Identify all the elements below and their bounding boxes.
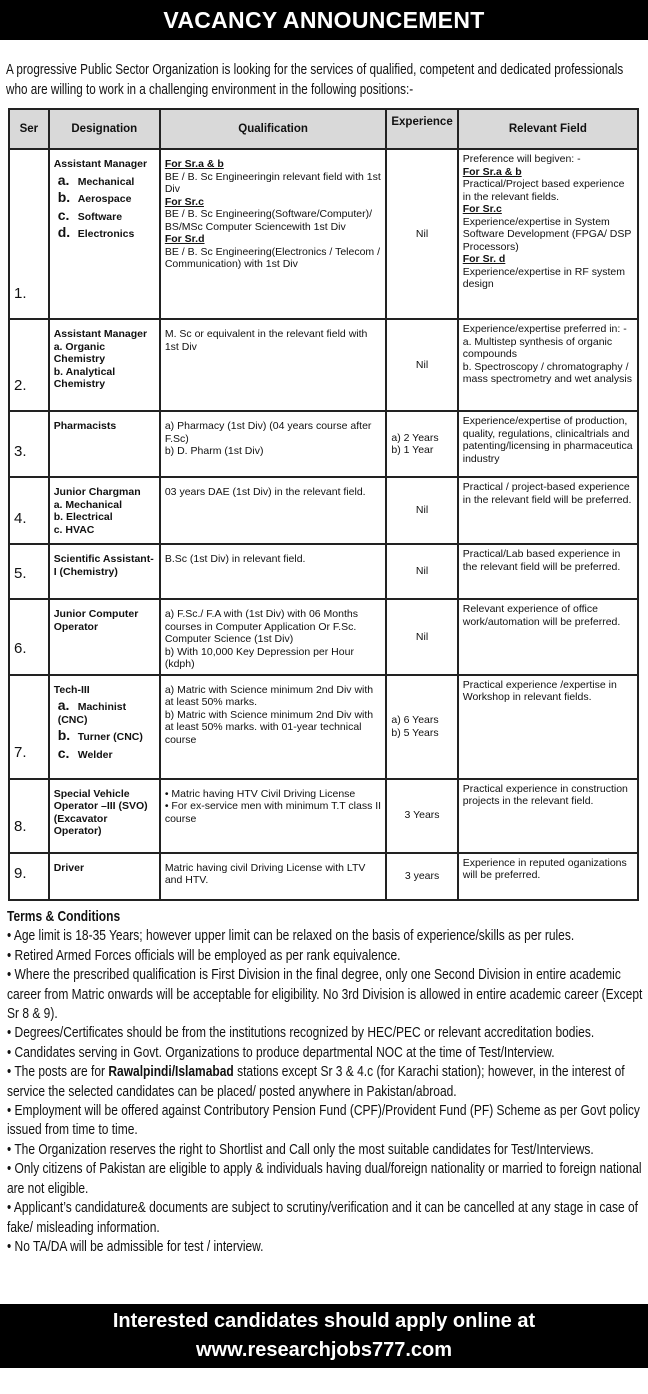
header-qualification: Qualification [160,109,387,149]
ser-number: 3. [14,442,27,460]
qualification-cell [160,319,387,411]
ser-cell [9,544,49,599]
field-heading: For Sr. d [462,253,506,265]
ser-cell [9,319,49,411]
field-group [463,166,633,204]
qualification-cell [160,853,387,900]
term-item: • Candidates serving in Govt. Organizations to produce departmental NOC at the time of Test/Interview. [7,1043,555,1061]
qualification-text: 03 years DAE (1st Div) in the relevant field. [164,486,366,498]
term-item: • Age limit is 18-35 Years; however upper limit can be relaxed on the basis of experience/skills as per rules. [7,927,575,945]
intro-text: A progressive Public Sector Organization is looking for the services of qualified, competent and dedicated professionals who are willing to work in a challenging environment in the following positions:- [6,61,624,98]
designation-sub [54,171,155,189]
table-row [9,779,638,853]
sub-label: Mechanical [77,175,135,188]
qualification-cell [160,675,387,779]
field-line: b. Spectroscopy / chromatography / mass spectrometry and wet analysis [462,360,632,385]
field-text: Practical / project-based experience in the relevant field will be preferred. [462,481,632,506]
experience-cell [386,599,457,675]
page-title: VACANCY ANNOUNCEMENT [0,0,648,40]
experience-text: Nil [415,565,429,578]
qualification-line: • For ex-service men with minimum T.T class II course [164,800,382,825]
experience-text: Nil [415,227,429,240]
vacancy-table [8,108,639,901]
ser-cell [9,149,49,319]
qualification-line: b) D. Pharm (1st Div) [164,445,264,457]
field-line: a. Multistep synthesis of organic compounds [462,335,613,360]
table-row [9,411,638,477]
ser-number: 2. [14,376,27,394]
header-field: Relevant Field [458,109,638,149]
ser-cell [9,599,49,675]
qualification-cell [160,149,387,319]
qualification-cell [160,544,387,599]
qualification-group [165,158,382,196]
qualification-text: B.Sc (1st Div) in relevant field. [164,553,306,565]
stations-bold: Rawalpindi/Islamabad [108,1063,234,1081]
field-group [463,253,633,291]
term-item: • Degrees/Certificates should be from the institutions recognized by HEC/PEC or relevant accreditation bodies. [7,1024,595,1042]
field-cell [458,599,638,675]
experience-line: a) 6 Years [391,714,439,726]
designation-cell [49,544,160,599]
sub-letter: c. [57,206,70,223]
terms-heading: Terms & Conditions [7,908,121,925]
experience-line: b) 5 Years [391,726,439,739]
field-cell [458,779,638,853]
qualification-cell [160,477,387,544]
experience-text: Nil [415,630,429,643]
designation-sub [54,206,155,224]
ser-number: 7. [14,744,27,761]
term-item: • No TA/DA will be admissible for test / interview. [7,1237,264,1255]
designation-cell [49,149,160,319]
designation-sub: b. Electrical [53,511,113,523]
sub-label: Welder [77,748,113,761]
sub-letter: b. [57,189,71,205]
qualification-text: BE / B. Sc Engineeringin relevant field with 1st Div [164,170,381,195]
designation-cell [49,411,160,477]
experience-cell [386,779,457,853]
sub-letter: a. [57,171,70,188]
term-item: • Where the prescribed qualification is First Division in the final degree, only one Second Division in entire academic career from Matric onwards will be acceptable for eligibility. No 3rd Division is allowed in entire academic career (Except Sr 8 & 9). [7,966,643,1023]
qualification-text: M. Sc or equivalent in the relevant field with 1st Div [164,328,368,353]
ser-cell [9,853,49,900]
field-text: Practical experience /expertise in Workshop in relevant fields. [462,678,617,703]
qualification-text: BE / B. Sc Engineering(Electronics / Telecom / Communication) with 1st Div [164,245,380,270]
designation-title: Junior Computer Operator [53,608,139,633]
field-cell [458,149,638,319]
experience-line: a) 2 Years [391,431,439,444]
field-text: Experience/expertise in System Software Development (FPGA/ DSP Processors) [462,215,632,253]
sub-letter: c. [57,744,70,761]
field-text: Practical/Project based experience in the relevant fields. [462,178,625,203]
table-row [9,149,638,319]
designation-sub [54,226,155,241]
experience-text: 3 Years [404,809,440,822]
sub-label: Electronics [77,228,135,240]
designation-title: Junior Chargman [53,486,141,498]
ser-number: 1. [14,284,27,302]
field-cell [458,544,638,599]
qualification-cell [160,779,387,853]
qualification-line: • Matric having HTV Civil Driving License [164,787,356,800]
field-cell [458,319,638,411]
qualification-text: BE / B. Sc Engineering(Software/Computer)/ BS/MSc Computer Sciencewith 1st Div [164,208,373,233]
ser-number: 9. [14,865,27,882]
ser-cell [9,477,49,544]
designation-cell [49,319,160,411]
designation-cell [49,477,160,544]
qualification-cell [160,411,387,477]
sub-letter: d. [57,224,71,240]
field-cell [458,477,638,544]
designation-cell [49,675,160,779]
experience-text: Nil [415,504,429,517]
table-row [9,477,638,544]
designation-sub: a. Organic Chemistry [53,340,106,365]
term-text: • The posts are for [7,1063,109,1081]
designation-sub [54,729,155,744]
qualification-line: a) F.Sc./ F.A with (1st Div) with 06 Months courses in Computer Application Or F.Sc. Computer Science (1st Div) [164,608,358,645]
sub-label: Aerospace [77,193,132,205]
designation-sub [54,744,155,762]
designation-sub: a. Mechanical [53,498,122,511]
field-group [463,203,633,253]
terms-section [7,907,643,1256]
designation-cell [49,599,160,675]
experience-text: Nil [415,358,429,371]
field-text: Experience in reputed oganizations will be preferred. [462,856,627,881]
field-text: Experience/expertise of production, quality, regulations, clinicaltrials and patenting/licensing in pharmaceutica industry [462,415,633,465]
designation-cell [49,779,160,853]
qualification-line: a) Matric with Science minimum 2nd Div with at least 50% marks. [164,683,374,708]
field-text: Relevant experience of office work/automation will be preferred. [462,603,621,628]
apply-online-text: Interested candidates should apply online at www.researchjobs777.com [112,1310,536,1361]
last-date-text: Last date to apply is 13 July 2025 [166,1368,482,1390]
experience-cell [386,544,457,599]
table-row [9,544,638,599]
field-intro: Experience/expertise preferred in: - [462,323,627,335]
field-text: Practical experience in construction projects in the relevant field. [462,782,628,807]
term-text: stations except Sr 3 & 4.c (for Karachi station); however, in the interest of service the selected candidates can be placed/ posted anywhere in Pakistan/abroad. [7,1063,625,1100]
qualification-line: a) Pharmacy (1st Div) (04 years course after F.Sc) [164,420,372,445]
sub-letter: a. [57,697,70,713]
sub-letter: b. [57,727,71,743]
field-intro: Preference will begiven: - [462,153,581,165]
qualification-text: Matric having civil Driving License with LTV and HTV. [164,861,366,886]
designation-sub [54,191,155,206]
table-row [9,319,638,411]
ser-number: 4. [14,509,27,527]
ser-number: 6. [14,640,27,657]
experience-text: 3 years [404,869,440,882]
designation-title: Driver [53,861,85,874]
qualification-group [165,233,382,271]
designation-title: Pharmacists [53,420,117,432]
term-item: • Retired Armed Forces officials will be employed as per rank equivalence. [7,946,401,964]
designation-title: Assistant Manager [53,328,148,340]
qualification-heading: For Sr.d [164,233,205,245]
experience-cell [386,675,457,779]
ser-cell [9,675,49,779]
footer-banner [0,1304,648,1390]
designation-title: Tech-III [53,683,90,696]
experience-cell [386,411,457,477]
term-item-stations [7,1062,643,1101]
designation-title: Scientific Assistant-I (Chemistry) [53,553,154,578]
designation-cell [49,853,160,900]
term-item: • Only citizens of Pakistan are eligible to apply & individuals having dual/foreign nationality or married to foreign national are not eligible. [7,1160,642,1197]
term-item: • Employment will be offered against Contributory Pension Fund (CPF)/Provident Fund (PF) Scheme as per Govt policy issued from time to time. [7,1102,640,1139]
experience-cell [386,477,457,544]
designation-sub: b. Analytical Chemistry [53,365,116,390]
field-cell [458,411,638,477]
designation-sub: c. HVAC [53,523,95,536]
experience-cell [386,853,457,900]
ser-number: 5. [14,564,27,582]
qualification-group [165,196,382,234]
qualification-cell [160,599,387,675]
field-text: Experience/expertise in RF system design [462,265,625,290]
ser-cell [9,411,49,477]
designation-title: Special Vehicle Operator –III (SVO) (Excavator Operator) [53,787,148,837]
table-row [9,853,638,900]
designation-title: Assistant Manager [53,158,148,170]
experience-cell [386,319,457,411]
field-cell [458,675,638,779]
qualification-line: b) Matric with Science minimum 2nd Div with at least 50% marks. with 01-year technical course [164,708,374,746]
qualification-heading: For Sr.a & b [164,158,224,170]
sub-label: Turner (CNC) [77,731,143,743]
field-text: Practical/Lab based experience in the relevant field will be preferred. [462,548,621,573]
qualification-heading: For Sr.c [164,195,204,208]
sub-label: Machinist (CNC) [57,701,127,726]
ser-number: 8. [14,818,27,835]
header-ser: Ser [9,109,49,149]
field-heading: For Sr.c [462,203,502,215]
sub-label: Software [77,210,123,223]
designation-sub [54,699,155,726]
term-item: • Applicant’s candidature& documents are subject to scrutiny/verification and it can be cancelled at any stage in case of fake/ misleading information. [7,1199,639,1236]
header-experience: Experience [386,109,457,149]
ser-cell [9,779,49,853]
table-row [9,675,638,779]
term-item: • The Organization reserves the right to Shortlist and Call only the most suitable candidates for Test/Interviews. [7,1140,594,1158]
field-heading: For Sr.a & b [462,165,522,178]
experience-line: b) 1 Year [391,444,434,456]
table-row [9,599,638,675]
field-cell [458,853,638,900]
experience-cell [386,149,457,319]
header-designation: Designation [49,109,160,149]
qualification-line: b) With 10,000 Key Depression per Hour (kdph) [164,645,354,670]
